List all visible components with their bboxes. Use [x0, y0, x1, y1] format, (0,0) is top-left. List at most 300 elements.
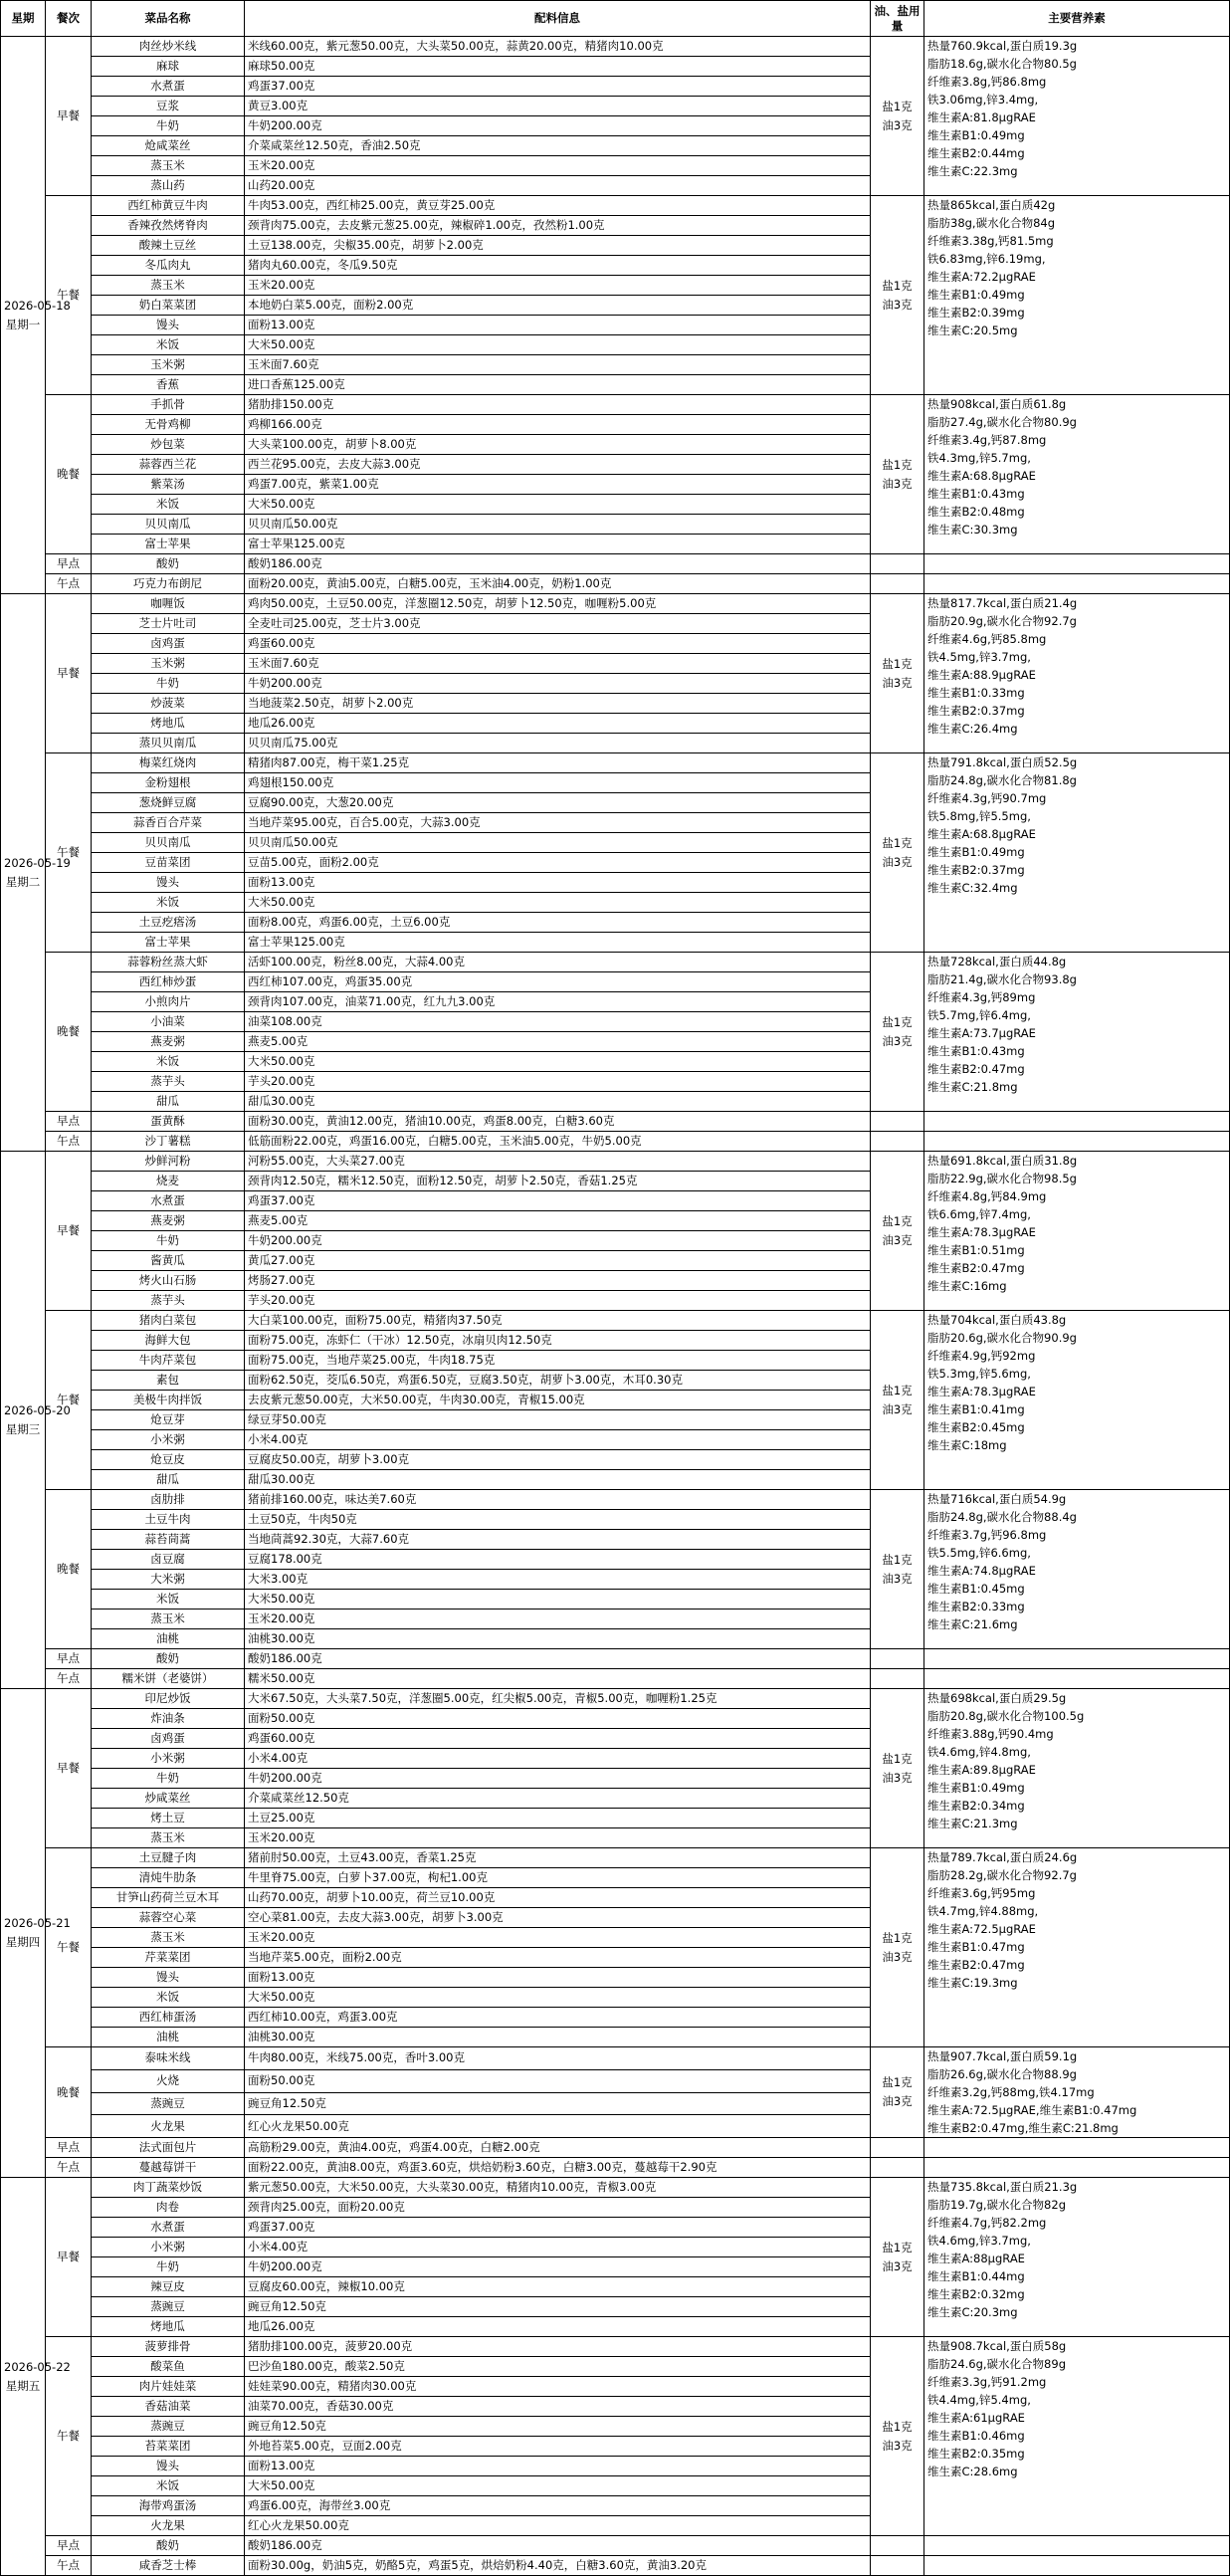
- dish-name: 炸油条: [92, 1709, 245, 1729]
- ingredient-info: 大米50.00克: [245, 1590, 871, 1610]
- dish-name: 烤土豆: [92, 1809, 245, 1828]
- oil-salt-cell: [871, 753, 924, 953]
- ingredient-info: 贝贝南瓜75.00克: [245, 734, 871, 753]
- dish-name: 蒜香百合芹菜: [92, 813, 245, 833]
- nutrient-line: 维生素C:21.3mg: [927, 1817, 1018, 1830]
- dish-name: 蒸玉米: [92, 1928, 245, 1948]
- nutrient-cell: [924, 2337, 1230, 2536]
- ingredient-info: 介菜咸菜丝12.50克: [245, 1789, 871, 1809]
- ingredient-info: 牛奶200.00克: [245, 1769, 871, 1789]
- dish-name: 炒包菜: [92, 435, 245, 455]
- dish-name: 牛奶: [92, 116, 245, 136]
- dish-name: 酱黄瓜: [92, 1251, 245, 1271]
- oil-salt-line: 盐1克: [882, 835, 913, 850]
- oil-salt-line: 盐1克: [882, 1014, 913, 1029]
- nutrient-line: 脂肪20.8g,碳水化合物100.5g: [927, 1709, 1085, 1723]
- nutrient-line: 维生素B2:0.47mg: [927, 1261, 1025, 1275]
- ingredient-info: 黄豆3.00克: [245, 97, 871, 116]
- nutrient-line: 维生素A:78.3μgRAE: [927, 1385, 1036, 1398]
- ingredient-info: 大米50.00克: [245, 2476, 871, 2496]
- meal-cell: 午点: [46, 574, 92, 594]
- ingredient-info: 麻球50.00克: [245, 57, 871, 77]
- dish-name: 小米粥: [92, 1749, 245, 1769]
- nutrient-line: 铁4.6mg,锌3.7mg,: [927, 2234, 1031, 2248]
- oil-salt-cell: [871, 1689, 924, 1848]
- ingredient-info: 牛奶200.00克: [245, 1231, 871, 1251]
- nutrient-line: 铁4.3mg,锌5.7mg,: [927, 451, 1031, 465]
- ingredient-info: 猪肉丸60.00克，冬瓜9.50克: [245, 256, 871, 276]
- ingredient-info: 玉米20.00克: [245, 1828, 871, 1848]
- nutrient-line: 纤维素4.7g,钙82.2mg: [927, 2216, 1047, 2230]
- ingredient-info: 大米50.00克: [245, 1988, 871, 2008]
- dish-name: 炝豆芽: [92, 1410, 245, 1430]
- dish-name: 美极牛肉拌饭: [92, 1391, 245, 1410]
- oil-salt-line: 盐1克: [882, 1383, 913, 1397]
- oil-salt-line: 油3克: [882, 1401, 913, 1416]
- ingredient-info: 富士苹果125.00克: [245, 535, 871, 554]
- oil-salt-line: 盐1克: [882, 278, 913, 293]
- dish-name: 蒸贝贝南瓜: [92, 734, 245, 753]
- dish-name: 炒鲜河粉: [92, 1152, 245, 1172]
- dish-name: 蔓越莓饼干: [92, 2158, 245, 2178]
- nutrient-cell: [924, 1490, 1230, 1649]
- oil-salt-cell: [871, 1490, 924, 1649]
- nutrient-line: 维生素B1:0.51mg: [927, 1243, 1025, 1257]
- ingredient-info: 面粉75.00克，当地芹菜25.00克，牛肉18.75克: [245, 1351, 871, 1371]
- nutrient-cell: [924, 1152, 1230, 1311]
- nutrient-line: 维生素C:20.5mg: [927, 323, 1018, 337]
- ingredient-info: 玉米20.00克: [245, 156, 871, 176]
- nutrient-line: 热量728kcal,蛋白质44.8g: [927, 955, 1067, 968]
- ingredient-info: 烤肠27.00克: [245, 1271, 871, 1291]
- oil-salt-line: 油3克: [882, 1949, 913, 1964]
- oil-salt-line: 油3克: [882, 2258, 913, 2273]
- oil-salt-cell: [871, 1848, 924, 2047]
- oil-salt-cell: [871, 554, 924, 574]
- oil-salt-line: 油3克: [882, 675, 913, 690]
- table-row: [1, 2556, 1230, 2576]
- ingredient-info: 酸奶186.00克: [245, 554, 871, 574]
- meal-cell: 午点: [46, 1669, 92, 1689]
- dish-name: 米饭: [92, 1052, 245, 1072]
- oil-salt-cell: [871, 2047, 924, 2138]
- meal-cell: 早点: [46, 1649, 92, 1669]
- ingredient-info: 当地芹菜5.00克，面粉2.00克: [245, 1948, 871, 1968]
- oil-salt-cell: [871, 1152, 924, 1311]
- nutrient-line: 维生素B1:0.43mg: [927, 487, 1025, 501]
- ingredient-info: 猪前排160.00克，味达美7.60克: [245, 1490, 871, 1510]
- ingredient-info: 面粉50.00克: [245, 1709, 871, 1729]
- nutrient-cell: [924, 2536, 1230, 2556]
- dish-name: 海带鸡蛋汤: [92, 2496, 245, 2516]
- table-row: [1, 2536, 1230, 2556]
- nutrient-line: 维生素B2:0.39mg: [927, 306, 1025, 320]
- nutrient-line: 维生素B1:0.46mg: [927, 2429, 1025, 2443]
- nutrient-line: 纤维素4.3g,钙89mg: [927, 990, 1036, 1004]
- ingredient-info: 外地苔菜5.00克，豆面2.00克: [245, 2437, 871, 2457]
- dish-name: 蒸山药: [92, 176, 245, 196]
- oil-salt-line: 油3克: [882, 297, 913, 312]
- table-row: [1, 2047, 1230, 2070]
- dish-name: 米饭: [92, 893, 245, 913]
- nutrient-cell: [924, 2138, 1230, 2158]
- nutrient-cell: [924, 953, 1230, 1112]
- nutrient-line: 纤维素3.6g,钙95mg: [927, 1886, 1036, 1900]
- nutrient-line: 脂肪22.9g,碳水化合物98.5g: [927, 1172, 1077, 1185]
- nutrient-line: 热量865kcal,蛋白质42g: [927, 198, 1056, 212]
- nutrient-line: 维生素B1:0.49mg: [927, 1781, 1025, 1795]
- table-row: [1, 1669, 1230, 1689]
- ingredient-info: 小米4.00克: [245, 1430, 871, 1450]
- oil-salt-cell: [871, 953, 924, 1112]
- nutrient-line: 热量817.7kcal,蛋白质21.4g: [927, 596, 1078, 610]
- dish-name: 牛奶: [92, 1231, 245, 1251]
- dish-name: 烧麦: [92, 1172, 245, 1191]
- table-row: [1, 1689, 1230, 1709]
- ingredient-info: 鸡蛋60.00克: [245, 1729, 871, 1749]
- dish-name: 小米粥: [92, 1430, 245, 1450]
- table-row: [1, 1649, 1230, 1669]
- dish-name: 馒头: [92, 2457, 245, 2476]
- dish-name: 蒸芋头: [92, 1291, 245, 1311]
- nutrient-cell: [924, 37, 1230, 196]
- header-ingredients: 配料信息: [245, 1, 871, 37]
- nutrient-line: 热量760.9kcal,蛋白质19.3g: [927, 39, 1078, 53]
- dish-name: 蒜蓉西兰花: [92, 455, 245, 475]
- nutrient-line: 热量908.7kcal,蛋白质58g: [927, 2339, 1067, 2353]
- ingredient-info: 地瓜26.00克: [245, 2317, 871, 2337]
- nutrient-line: 热量716kcal,蛋白质54.9g: [927, 1492, 1067, 1506]
- dish-name: 炝咸菜丝: [92, 136, 245, 156]
- ingredient-info: 面粉50.00克: [245, 2069, 871, 2092]
- dish-name: 燕麦粥: [92, 1032, 245, 1052]
- dish-name: 大米粥: [92, 1570, 245, 1590]
- nutrient-line: 维生素B2:0.44mg: [927, 146, 1025, 160]
- dish-name: 土豆疙瘩汤: [92, 913, 245, 933]
- ingredient-info: 鸡蛋37.00克: [245, 1191, 871, 1211]
- meal-cell: 早点: [46, 2536, 92, 2556]
- nutrient-line: 铁6.6mg,锌7.4mg,: [927, 1207, 1031, 1221]
- day-date: 2026-05-19: [4, 855, 71, 870]
- nutrient-line: 维生素C:21.8mg: [927, 1080, 1018, 1094]
- nutrient-cell: [924, 395, 1230, 554]
- table-row: [1, 1152, 1230, 1172]
- dish-name: 卤肋排: [92, 1490, 245, 1510]
- ingredient-info: 燕麦5.00克: [245, 1032, 871, 1052]
- ingredient-info: 鸡蛋7.00克，紫菜1.00克: [245, 475, 871, 495]
- ingredient-info: 河粉55.00克，大头菜27.00克: [245, 1152, 871, 1172]
- table-row: [1, 1311, 1230, 1331]
- nutrient-cell: [924, 554, 1230, 574]
- dish-name: 冬瓜肉丸: [92, 256, 245, 276]
- ingredient-info: 豆腐皮50.00克，胡萝卜3.00克: [245, 1450, 871, 1470]
- nutrient-line: 纤维素3.38g,钙81.5mg: [927, 234, 1054, 248]
- nutrient-line: 铁5.8mg,锌5.5mg,: [927, 809, 1031, 823]
- nutrient-line: 脂肪26.6g,碳水化合物88.9g: [927, 2067, 1077, 2081]
- ingredient-info: 豆腐178.00克: [245, 1550, 871, 1570]
- ingredient-info: 油桃30.00克: [245, 2028, 871, 2047]
- dish-name: 肉丁蔬菜炒饭: [92, 2178, 245, 2198]
- oil-salt-line: 盐1克: [882, 1552, 913, 1567]
- dish-name: 炒菠菜: [92, 694, 245, 714]
- ingredient-info: 小米4.00克: [245, 1749, 871, 1769]
- nutrient-line: 维生素A:74.8μgRAE: [927, 1564, 1036, 1578]
- ingredient-info: 西红柿107.00克，鸡蛋35.00克: [245, 972, 871, 992]
- dish-name: 酸菜鱼: [92, 2357, 245, 2377]
- ingredient-info: 当地茼蒿92.30克，大蒜7.60克: [245, 1530, 871, 1550]
- nutrient-line: 纤维素3.3g,钙91.2mg: [927, 2375, 1047, 2389]
- nutrient-line: 维生素A:68.8μgRAE: [927, 469, 1036, 483]
- nutrient-line: 维生素B1:0.33mg: [927, 686, 1025, 700]
- dish-name: 蒸玉米: [92, 156, 245, 176]
- ingredient-info: 玉米20.00克: [245, 276, 871, 296]
- ingredient-info: 牛肉80.00克，米线75.00克，香叶3.00克: [245, 2047, 871, 2070]
- meal-cell: 午餐: [46, 196, 92, 395]
- nutrient-line: 维生素C:18mg: [927, 1438, 1007, 1452]
- dish-name: 豆浆: [92, 97, 245, 116]
- oil-salt-cell: [871, 2556, 924, 2576]
- nutrient-line: 纤维素3.8g,钙86.8mg: [927, 75, 1047, 89]
- dish-name: 咸香芝士棒: [92, 2556, 245, 2576]
- ingredient-info: 红心火龙果50.00克: [245, 2516, 871, 2536]
- dish-name: 辣豆皮: [92, 2277, 245, 2297]
- oil-salt-line: 油3克: [882, 1232, 913, 1247]
- oil-salt-line: 盐1克: [882, 2240, 913, 2254]
- oil-salt-line: 盐1克: [882, 1751, 913, 1766]
- nutrient-line: 铁4.6mg,锌4.8mg,: [927, 1745, 1031, 1759]
- ingredient-info: 豌豆角12.50克: [245, 2417, 871, 2437]
- ingredient-info: 燕麦5.00克: [245, 1211, 871, 1231]
- table-row: [1, 395, 1230, 415]
- day-weekday: 星期三: [5, 1421, 41, 1436]
- meal-cell: 晚餐: [46, 1490, 92, 1649]
- dish-name: 土豆牛肉: [92, 1510, 245, 1530]
- header-oil-salt: 油、盐用量: [871, 1, 924, 37]
- ingredient-info: 红心火龙果50.00克: [245, 2115, 871, 2138]
- nutrient-cell: [924, 1848, 1230, 2047]
- dish-name: 肉卷: [92, 2198, 245, 2218]
- nutrient-line: 热量908kcal,蛋白质61.8g: [927, 397, 1067, 411]
- ingredient-info: 玉米20.00克: [245, 1928, 871, 1948]
- nutrient-cell: [924, 196, 1230, 395]
- ingredient-info: 猪前肘50.00克，土豆43.00克，香菜1.25克: [245, 1848, 871, 1868]
- nutrient-line: 铁6.83mg,锌6.19mg,: [927, 252, 1046, 266]
- oil-salt-line: 盐1克: [882, 656, 913, 671]
- dish-name: 麻球: [92, 57, 245, 77]
- nutrient-cell: [924, 1132, 1230, 1152]
- ingredient-info: 进口香蕉125.00克: [245, 375, 871, 395]
- ingredient-info: 大米50.00克: [245, 495, 871, 515]
- dish-name: 紫菜汤: [92, 475, 245, 495]
- day-date: 2026-05-21: [4, 1916, 71, 1930]
- dish-name: 米饭: [92, 1590, 245, 1610]
- ingredient-info: 低筋面粉22.00克，鸡蛋16.00克，白糖5.00克，玉米油5.00克，牛奶5.00克: [245, 1132, 871, 1152]
- dish-name: 金粉翅根: [92, 773, 245, 793]
- dish-name: 牛肉芹菜包: [92, 1351, 245, 1371]
- oil-salt-line: 油3克: [882, 854, 913, 869]
- ingredient-info: 西红柿10.00克，鸡蛋3.00克: [245, 2008, 871, 2028]
- nutrient-line: 维生素A:72.5μgRAE: [927, 1922, 1036, 1936]
- ingredient-info: 土豆25.00克: [245, 1809, 871, 1828]
- ingredient-info: 面粉13.00克: [245, 873, 871, 893]
- nutrient-line: 维生素C:16mg: [927, 1279, 1007, 1293]
- dish-name: 小米粥: [92, 2238, 245, 2257]
- ingredient-info: 娃娃菜90.00克，精猪肉30.00克: [245, 2377, 871, 2397]
- table-row: [1, 574, 1230, 594]
- dish-name: 水煮蛋: [92, 1191, 245, 1211]
- ingredient-info: 本地奶白菜5.00克，面粉2.00克: [245, 296, 871, 316]
- dish-name: 香辣孜然烤脊肉: [92, 216, 245, 236]
- nutrient-line: 维生素B2:0.45mg: [927, 1420, 1025, 1434]
- dish-name: 火龙果: [92, 2115, 245, 2138]
- dish-name: 芝士片吐司: [92, 614, 245, 634]
- dish-name: 糯米饼（老婆饼）: [92, 1669, 245, 1689]
- nutrient-line: 脂肪24.8g,碳水化合物81.8g: [927, 773, 1077, 787]
- nutrient-line: 纤维素3.7g,钙96.8mg: [927, 1528, 1047, 1542]
- ingredient-info: 鸡蛋37.00克: [245, 2218, 871, 2238]
- nutrient-line: 纤维素4.9g,钙92mg: [927, 1349, 1036, 1363]
- nutrient-line: 维生素B2:0.47mg: [927, 1958, 1025, 1972]
- dish-name: 梅菜红烧肉: [92, 753, 245, 773]
- dish-name: 蒜苔茼蒿: [92, 1530, 245, 1550]
- meal-cell: 早点: [46, 554, 92, 574]
- ingredient-info: 土豆50克，牛肉50克: [245, 1510, 871, 1530]
- nutrient-line: 纤维素4.3g,钙90.7mg: [927, 791, 1047, 805]
- dish-name: 苔菜菜团: [92, 2437, 245, 2457]
- nutrient-line: 维生素B2:0.32mg: [927, 2287, 1025, 2301]
- ingredient-info: 空心菜81.00克，去皮大蒜3.00克，胡萝卜3.00克: [245, 1908, 871, 1928]
- dish-name: 葱烧鲜豆腐: [92, 793, 245, 813]
- ingredient-info: 面粉8.00克，鸡蛋6.00克，土豆6.00克: [245, 913, 871, 933]
- nutrient-line: 维生素B1:0.47mg: [927, 1940, 1025, 1954]
- dish-name: 肉片娃娃菜: [92, 2377, 245, 2397]
- dish-name: 泰味米线: [92, 2047, 245, 2070]
- dish-name: 烤地瓜: [92, 2317, 245, 2337]
- nutrient-line: 维生素B1:0.49mg: [927, 288, 1025, 302]
- nutrient-line: 铁4.5mg,锌3.7mg,: [927, 650, 1031, 664]
- nutrient-line: 维生素B1:0.44mg: [927, 2269, 1025, 2283]
- ingredient-info: 芋头20.00克: [245, 1072, 871, 1092]
- ingredient-info: 酸奶186.00克: [245, 2536, 871, 2556]
- table-row: [1, 1112, 1230, 1132]
- nutrient-line: 维生素B2:0.34mg: [927, 1799, 1025, 1813]
- meal-cell: 午餐: [46, 753, 92, 953]
- ingredient-info: 当地菠菜2.50克，胡萝卜2.00克: [245, 694, 871, 714]
- ingredient-info: 颈背肉25.00克，面粉20.00克: [245, 2198, 871, 2218]
- nutrient-line: 纤维素4.6g,钙85.8mg: [927, 632, 1047, 646]
- oil-salt-line: 油3克: [882, 117, 913, 132]
- nutrient-cell: [924, 2158, 1230, 2178]
- nutrient-line: 纤维素3.4g,钙87.8mg: [927, 433, 1047, 447]
- ingredient-info: 油菜70.00克，香菇30.00克: [245, 2397, 871, 2417]
- nutrient-line: 维生素B2:0.48mg: [927, 505, 1025, 519]
- ingredient-info: 去皮紫元葱50.00克，大米50.00克，牛肉30.00克，青椒15.00克: [245, 1391, 871, 1410]
- ingredient-info: 富士苹果125.00克: [245, 933, 871, 953]
- dish-name: 甜瓜: [92, 1470, 245, 1490]
- ingredient-info: 猪肋排150.00克: [245, 395, 871, 415]
- oil-salt-line: 盐1克: [882, 1213, 913, 1228]
- nutrient-line: 维生素C:30.3mg: [927, 523, 1018, 537]
- nutrient-line: 脂肪19.7g,碳水化合物82g: [927, 2198, 1066, 2212]
- ingredient-info: 面粉20.00克，黄油5.00克，白糖5.00克，玉米油4.00克，奶粉1.00克: [245, 574, 871, 594]
- dish-name: 米饭: [92, 495, 245, 515]
- table-row: [1, 2178, 1230, 2198]
- oil-salt-cell: [871, 1112, 924, 1132]
- dish-name: 香菇油菜: [92, 2397, 245, 2417]
- ingredient-info: 面粉13.00克: [245, 2457, 871, 2476]
- ingredient-info: 高筋粉29.00克，黄油4.00克，鸡蛋4.00克，白糖2.00克: [245, 2138, 871, 2158]
- ingredient-info: 大米50.00克: [245, 1052, 871, 1072]
- dish-name: 酸辣土豆丝: [92, 236, 245, 256]
- table-row: [1, 953, 1230, 972]
- nutrient-line: 铁5.7mg,锌6.4mg,: [927, 1008, 1031, 1022]
- ingredient-info: 面粉62.50克，茭瓜6.50克，鸡蛋6.50克，豆腐3.50克，胡萝卜3.00克，木耳0.30克: [245, 1371, 871, 1391]
- dish-name: 蒸芋头: [92, 1072, 245, 1092]
- ingredient-info: 豆腐90.00克，大葱20.00克: [245, 793, 871, 813]
- ingredient-info: 介菜咸菜丝12.50克，香油2.50克: [245, 136, 871, 156]
- nutrient-line: 热量907.7kcal,蛋白质59.1g: [927, 2049, 1078, 2063]
- dish-name: 小煎肉片: [92, 992, 245, 1012]
- meal-cell: 早点: [46, 2138, 92, 2158]
- nutrient-line: 维生素A:61μgRAE: [927, 2411, 1025, 2425]
- ingredient-info: 鸡柳166.00克: [245, 415, 871, 435]
- nutrient-line: 热量735.8kcal,蛋白质21.3g: [927, 2180, 1078, 2194]
- dish-name: 酸奶: [92, 1649, 245, 1669]
- meal-cell: 晚餐: [46, 953, 92, 1112]
- dish-name: 清炖牛肋条: [92, 1868, 245, 1888]
- nutrient-line: 维生素C:28.6mg: [927, 2465, 1018, 2478]
- ingredient-info: 大米3.00克: [245, 1570, 871, 1590]
- nutrient-cell: [924, 1669, 1230, 1689]
- ingredient-info: 鸡蛋37.00克: [245, 77, 871, 97]
- dish-name: 蒸玉米: [92, 276, 245, 296]
- dish-name: 手抓骨: [92, 395, 245, 415]
- dish-name: 蒸玉米: [92, 1610, 245, 1629]
- dish-name: 火烧: [92, 2069, 245, 2092]
- nutrient-line: 脂肪28.2g,碳水化合物92.7g: [927, 1868, 1077, 1882]
- oil-salt-cell: [871, 1132, 924, 1152]
- oil-salt-line: 盐1克: [882, 2419, 913, 2434]
- ingredient-info: 面粉22.00克，黄油8.00克，鸡蛋3.60克，烘焙奶粉3.60克，白糖3.00克，蔓越莓干2.90克: [245, 2158, 871, 2178]
- nutrient-line: 维生素A:81.8μgRAE: [927, 110, 1036, 124]
- ingredient-info: 鸡蛋6.00克，海带丝3.00克: [245, 2496, 871, 2516]
- ingredient-info: 芋头20.00克: [245, 1291, 871, 1311]
- nutrient-line: 维生素B2:0.35mg: [927, 2447, 1025, 2461]
- ingredient-info: 全麦吐司25.00克，芝士片3.00克: [245, 614, 871, 634]
- dish-name: 贝贝南瓜: [92, 833, 245, 853]
- ingredient-info: 玉米20.00克: [245, 1610, 871, 1629]
- dish-name: 油桃: [92, 1629, 245, 1649]
- oil-salt-line: 油3克: [882, 2438, 913, 2453]
- header-row: [1, 1, 1230, 37]
- nutrient-line: 维生素C:26.4mg: [927, 722, 1018, 736]
- oil-salt-cell: [871, 196, 924, 395]
- nutrient-cell: [924, 1112, 1230, 1132]
- nutrient-cell: [924, 594, 1230, 753]
- nutrient-line: 铁5.5mg,锌6.6mg,: [927, 1546, 1031, 1560]
- meal-cell: 午餐: [46, 1848, 92, 2047]
- ingredient-info: 贝贝南瓜50.00克: [245, 833, 871, 853]
- header-dish: 菜品名称: [92, 1, 245, 37]
- ingredient-info: 鸡蛋60.00克: [245, 634, 871, 654]
- ingredient-info: 酸奶186.00克: [245, 1649, 871, 1669]
- dish-name: 水煮蛋: [92, 2218, 245, 2238]
- header-nutrients: 主要营养素: [924, 1, 1230, 37]
- dish-name: 水煮蛋: [92, 77, 245, 97]
- oil-salt-cell: [871, 2158, 924, 2178]
- dish-name: 蒸豌豆: [92, 2297, 245, 2317]
- meal-cell: 早点: [46, 1112, 92, 1132]
